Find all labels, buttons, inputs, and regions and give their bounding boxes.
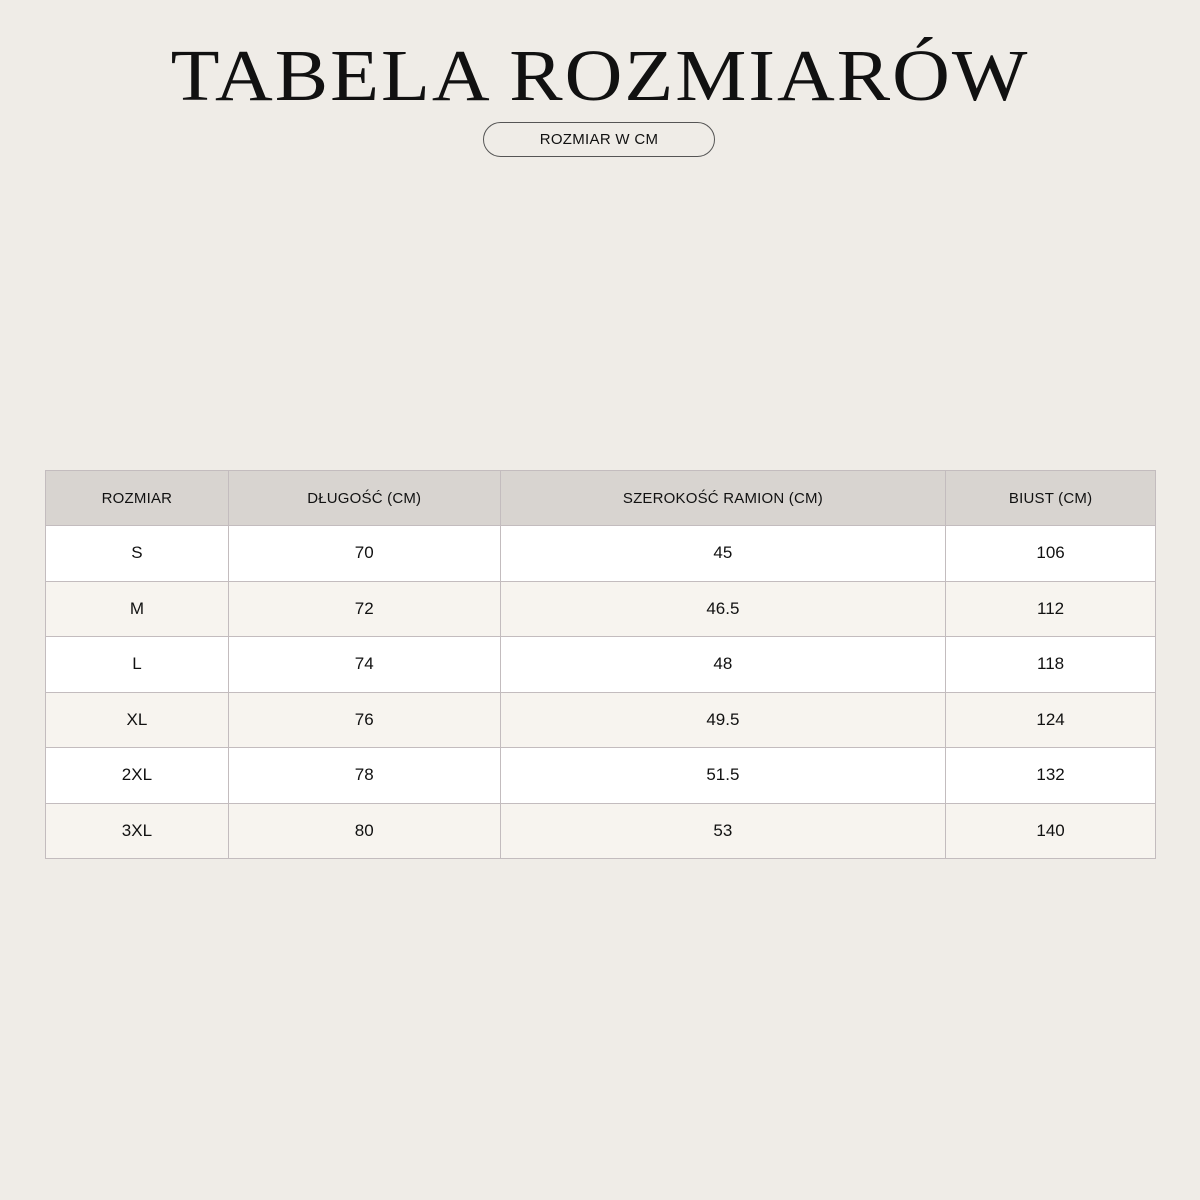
table-row xyxy=(46,526,1156,582)
cell-shoulder-width: 48 xyxy=(500,637,946,693)
cell-size: 3XL xyxy=(46,803,229,859)
cell-size: L xyxy=(46,637,229,693)
cell-bust: 106 xyxy=(946,526,1156,582)
table-row xyxy=(46,803,1156,859)
cell-shoulder-width: 45 xyxy=(500,526,946,582)
table-row xyxy=(46,692,1156,748)
cell-length: 80 xyxy=(228,803,500,859)
table-header-row xyxy=(46,471,1156,526)
cell-size: XL xyxy=(46,692,229,748)
cell-length: 76 xyxy=(228,692,500,748)
size-table xyxy=(45,470,1156,859)
table-row xyxy=(46,748,1156,804)
unit-badge: ROZMIAR W CM xyxy=(483,122,715,157)
cell-size: M xyxy=(46,581,229,637)
table-row xyxy=(46,637,1156,693)
cell-bust: 112 xyxy=(946,581,1156,637)
cell-bust: 124 xyxy=(946,692,1156,748)
cell-shoulder-width: 51.5 xyxy=(500,748,946,804)
cell-bust: 140 xyxy=(946,803,1156,859)
header-bust: BIUST (CM) xyxy=(946,471,1156,526)
cell-bust: 132 xyxy=(946,748,1156,804)
cell-length: 72 xyxy=(228,581,500,637)
cell-length: 78 xyxy=(228,748,500,804)
cell-shoulder-width: 53 xyxy=(500,803,946,859)
cell-length: 74 xyxy=(228,637,500,693)
cell-size: 2XL xyxy=(46,748,229,804)
header-size: ROZMIAR xyxy=(46,471,229,526)
cell-length: 70 xyxy=(228,526,500,582)
header-length: DŁUGOŚĆ (CM) xyxy=(228,471,500,526)
header-shoulder-width: SZEROKOŚĆ RAMION (CM) xyxy=(500,471,946,526)
page-title: TABELA ROZMIARÓW xyxy=(170,35,1030,117)
cell-bust: 118 xyxy=(946,637,1156,693)
cell-shoulder-width: 46.5 xyxy=(500,581,946,637)
table-row xyxy=(46,581,1156,637)
cell-size: S xyxy=(46,526,229,582)
cell-shoulder-width: 49.5 xyxy=(500,692,946,748)
